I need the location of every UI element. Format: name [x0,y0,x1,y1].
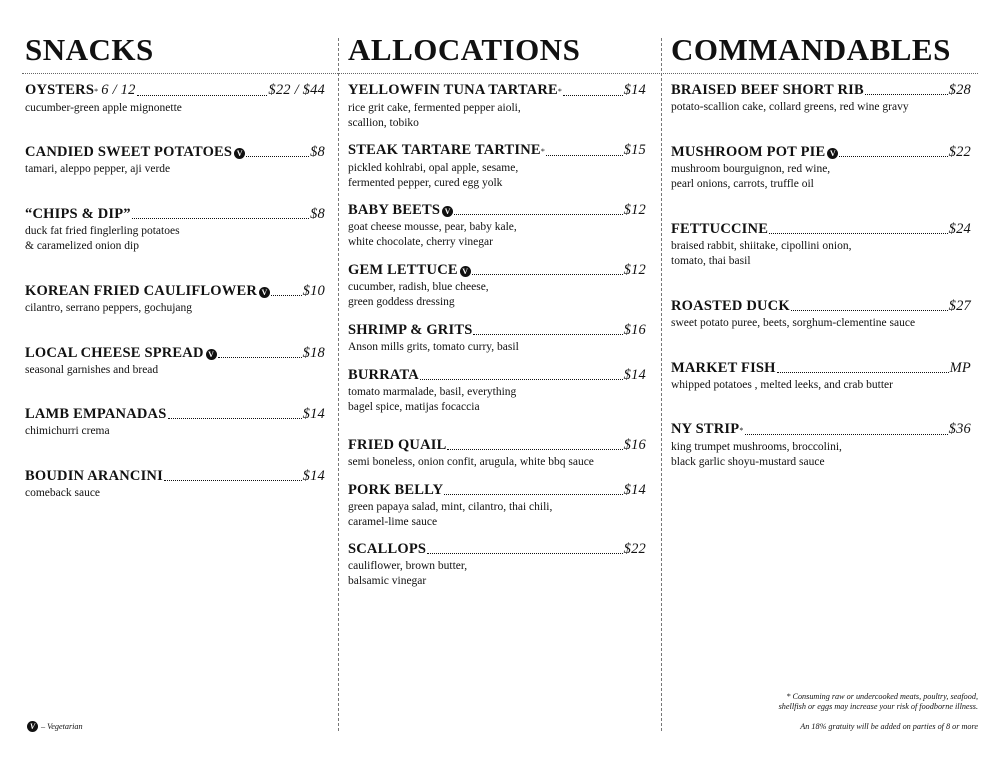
description-line: pearl onions, carrots, truffle oil [671,178,814,190]
menu-item-name: SHRIMP & GRITS [348,322,473,338]
menu-item-title [25,345,325,362]
menu-item-name: BURRATA [348,367,419,383]
menu-item-price: $14 [302,468,325,484]
menu-item-price: $14 [302,406,325,422]
menu-item [348,202,646,250]
menu-item-title [348,367,646,384]
menu-item-name: MARKET FISH [671,360,776,376]
commandables-column [671,30,971,733]
menu-item [348,367,646,415]
menu-item-title [348,541,646,558]
dot-leader [218,357,302,358]
menu-item [25,468,325,501]
description-line: fermented pepper, cured egg yolk [348,177,503,189]
raw-warning-asterisk: * [739,426,744,435]
menu-item-name: BABY BEETS [348,202,441,218]
menu-item [348,262,646,310]
menu-item-price: $16 [623,322,646,338]
description-line: green goddess dressing [348,296,455,308]
menu-item-price: $36 [948,421,971,437]
description-line: sweet potato puree, beets, sorghum-clementine sauce [671,317,916,329]
menu-item-description [25,301,325,316]
description-line: tomato, thai basil [671,255,751,267]
dot-leader [132,218,309,219]
menu-item-title [348,437,646,454]
menu-item [671,360,971,393]
description-line: mushroom bourguignon, red wine, [671,163,831,175]
menu-item-name: GEM LETTUCE [348,262,458,278]
allocations-heading: ALLOCATIONS [348,32,581,67]
menu-item-title [348,142,646,160]
snacks-column [25,30,325,733]
menu-item-description [671,378,971,393]
menu-item [25,406,325,439]
menu-item-price: $22 / $44 [268,82,325,98]
description-line: cauliflower, brown butter, [348,560,468,572]
menu-item-name: FETTUCCINE [671,221,769,237]
menu-item-description [671,440,971,470]
menu-item-title [671,221,971,238]
description-line: braised rabbit, shiitake, cipollini onion, [671,240,852,252]
vegetarian-icon: V [259,287,270,298]
description-line: cucumber-green apple mignonette [25,102,182,114]
dot-leader [745,434,948,435]
description-line: potato-scallion cake, collard greens, red wine gravy [671,101,909,113]
menu-item-description [25,101,325,116]
dot-leader [271,295,302,296]
description-line: caramel-lime sauce [348,516,438,528]
menu-item-name: BRAISED BEEF SHORT RIB [671,82,864,98]
allocations-column [348,30,646,733]
menu-item-price: MP [949,360,971,376]
menu-item-title [671,144,971,161]
menu-item-name: KOREAN FRIED CAULIFLOWER [25,283,257,299]
description-line: scallion, tobiko [348,117,419,129]
commandables-heading: COMMANDABLES [671,32,951,67]
description-line: & caramelized onion dip [25,240,140,252]
menu-item-name: SCALLOPS [348,541,427,557]
menu-item-title [671,82,971,99]
menu-item-name: LOCAL CHEESE SPREAD [25,345,204,361]
footnote-line: shellfish or eggs may increase your risk of foodborne illness. [778,702,978,711]
menu-item-price: $22 [948,144,971,160]
menu-item-price: $8 [310,144,325,160]
dot-leader [427,553,622,554]
description-line: cilantro, serrano peppers, gochujang [25,302,193,314]
snacks-heading: SNACKS [25,32,154,67]
dot-leader [137,95,268,96]
menu-item-description [348,280,646,310]
menu-item-description [348,340,646,355]
raw-warning-asterisk: * [557,87,563,96]
menu-item [671,221,971,269]
menu-item-price: $12 [623,202,646,218]
vegetarian-icon: V [442,206,453,217]
description-line: semi boneless, onion confit, arugula, white bbq sauce [348,456,594,468]
menu-item-price: $24 [948,221,971,237]
description-line: seasonal garnishes and bread [25,364,159,376]
menu-item-name: PORK BELLY [348,482,444,498]
description-line: Anson mills grits, tomato curry, basil [348,341,519,353]
dot-leader [473,334,622,335]
menu-item-price: $12 [623,262,646,278]
description-line: white chocolate, cherry vinegar [348,236,493,248]
menu-item-title [25,206,325,223]
dot-leader [447,449,622,450]
dot-leader [791,310,948,311]
menu-item-name: CANDIED SWEET POTATOES [25,144,233,160]
menu-item [25,144,325,177]
description-line: tomato marmalade, basil, everything [348,386,517,398]
dot-leader [164,480,302,481]
dot-leader [839,156,947,157]
menu-item [25,206,325,254]
description-line: balsamic vinegar [348,575,427,587]
menu-item-title [25,468,325,485]
menu-item-description [348,500,646,530]
menu-item-title [671,298,971,315]
menu-item-description [348,220,646,250]
vegetarian-icon: V [460,266,471,277]
vegetarian-icon: V [234,148,245,159]
menu-item [348,142,646,191]
legend-text: – Vegetarian [41,722,83,731]
menu-item-title [671,421,971,439]
menu-item-price: $14 [623,367,646,383]
dot-leader [472,274,623,275]
menu-item-title [671,360,971,377]
description-line: black garlic shoyu-mustard sauce [671,456,825,468]
menu-item-name: “CHIPS & DIP” [25,206,131,222]
menu-item [25,345,325,378]
menu-item [348,482,646,530]
raw-warning-asterisk: * [94,87,99,96]
menu-item-description [671,162,971,192]
menu-item-description [671,100,971,115]
menu-item-description [25,224,325,254]
menu-item-title [348,262,646,279]
menu-item-description [25,363,325,378]
menu-item-price: $28 [948,82,971,98]
menu-item-title [25,82,325,100]
menu-item-description [348,455,646,470]
menu-item-title [348,482,646,499]
description-line: green papaya salad, mint, cilantro, thai chili, [348,501,553,513]
dot-leader [168,418,302,419]
menu-item-title [25,283,325,300]
menu-item-title [25,144,325,161]
menu-item [348,322,646,355]
menu-item-description [671,239,971,269]
description-line: chimichurri crema [25,425,110,437]
footnote-line: * Consuming raw or undercooked meats, poultry, seafood, [786,692,978,701]
menu-item-name: ROASTED DUCK [671,298,790,314]
menu-item-price: $8 [310,206,325,222]
dot-leader [246,156,309,157]
description-line: goat cheese mousse, pear, baby kale, [348,221,517,233]
description-line: bagel spice, matijas focaccia [348,401,480,413]
menu-item [671,144,971,192]
menu-item [348,541,646,589]
menu-item [348,82,646,131]
menu-item-name: LAMB EMPANADAS [25,406,167,422]
dot-leader [563,95,623,96]
column-divider-right [661,38,662,731]
vegetarian-icon: V [206,349,217,360]
menu-item [25,283,325,316]
menu-item-title [348,82,646,100]
description-line: pickled kohlrabi, opal apple, sesame, [348,162,519,174]
menu-item-name: BOUDIN ARANCINI [25,468,163,484]
menu-item-price: $14 [623,82,646,98]
description-line: comeback sauce [25,487,101,499]
raw-warning-asterisk: * [540,147,546,156]
menu-item-description [25,486,325,501]
menu-item [671,298,971,331]
menu-item-quantity: 6 / 12 [101,82,136,98]
menu-item-price: $27 [948,298,971,314]
dot-leader [769,233,948,234]
menu-item-title [348,322,646,339]
dot-leader [777,372,949,373]
menu-item-price: $10 [302,283,325,299]
menu-item [671,421,971,470]
description-line: cucumber, radish, blue cheese, [348,281,489,293]
menu-item [25,82,325,116]
menu-item [348,437,646,470]
vegetarian-icon: V [827,148,838,159]
description-line: king trumpet mushrooms, broccolini, [671,441,842,453]
menu-item-price: $22 [623,541,646,557]
dot-leader [444,494,622,495]
menu-item-price: $16 [623,437,646,453]
dot-leader [865,94,948,95]
menu-item [671,82,971,115]
column-divider-left [338,38,339,731]
menu-item-name: OYSTERS [25,82,95,98]
dot-leader [546,155,623,156]
raw-food-footnote [758,692,978,712]
menu-item-description [348,559,646,589]
menu-item-name: STEAK TARTARE TARTINE [348,142,541,158]
description-line: tamari, aleppo pepper, aji verde [25,163,171,175]
menu-item-name: NY STRIP [671,421,740,437]
menu-item-name: FRIED QUAIL [348,437,447,453]
description-line: duck fat fried finglerling potatoes [25,225,180,237]
menu-item-description [671,316,971,331]
menu-item-description [348,101,646,131]
menu-item-name: MUSHROOM POT PIE [671,144,826,160]
menu-item-price: $15 [623,142,646,158]
menu-item-price: $14 [623,482,646,498]
dot-leader [454,214,623,215]
menu-item-title [25,406,325,423]
menu-item-title [348,202,646,219]
vegetarian-legend [25,721,83,732]
description-line: whipped potatoes , melted leeks, and crab butter [671,379,893,391]
menu-item-description [348,385,646,415]
menu-item-description [348,161,646,191]
gratuity-note: An 18% gratuity will be added on parties of 8 or more [800,722,978,731]
menu-item-description [25,162,325,177]
description-line: rice grit cake, fermented pepper aioli, [348,102,521,114]
dot-leader [420,379,623,380]
menu-item-price: $18 [302,345,325,361]
menu-item-description [25,424,325,439]
vegetarian-icon: V [27,721,38,732]
menu-item-name: YELLOWFIN TUNA TARTARE [348,82,558,98]
